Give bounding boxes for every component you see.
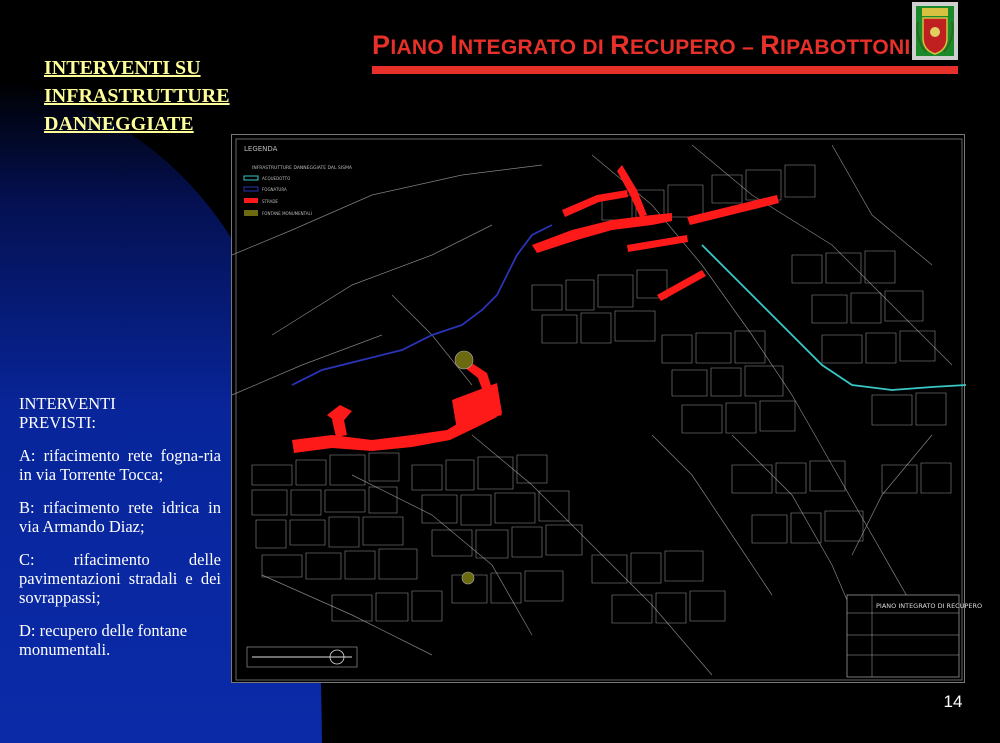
intervention-item-a: A: rifacimento rete fogna-ria in via Torrente Tocca; [19,446,221,484]
cadastral-map [232,135,983,684]
heading-line: DANNEGGIATE [44,113,194,135]
scale-bar [247,647,357,667]
title-underline [372,66,958,74]
legend-item-1: FOGNATURA [262,187,287,192]
intervention-item-c: C: rifacimento delle pavimentazioni stradali e dei sovrappassi; [19,550,221,607]
intervention-item-b: B: rifacimento rete idrica in via Armando Diaz; [19,498,221,536]
map-legend [244,145,353,216]
legend-subtitle: INFRASTRUTTURE DANNEGGIATE DAL SISMA [252,166,352,171]
heading-line: INTERVENTI SU [44,57,201,79]
map-image [231,134,983,683]
heading-line: INFRASTRUTTURE [44,85,230,107]
title-block-text: PIANO INTEGRATO DI RECUPERO [876,602,983,610]
section-heading [44,54,264,138]
legend-item-3: FONTANE MONUMENTALI [262,211,312,216]
legend-item-2: STRADE [262,199,278,204]
page-number: 14 [943,692,963,711]
interventions-text [19,394,221,673]
slide-title: PIANO INTEGRATO DI RECUPERO – RIPABOTTONI [372,30,911,60]
coat-of-arms-logo [912,2,958,60]
legend-item-0: ACQUEDOTTO [262,176,291,181]
intervention-item-d: D: recupero delle fontane monumentali. [19,621,188,659]
interventions-title: INTERVENTI PREVISTI: [19,394,116,432]
legend-title: LEGENDA [244,145,278,153]
